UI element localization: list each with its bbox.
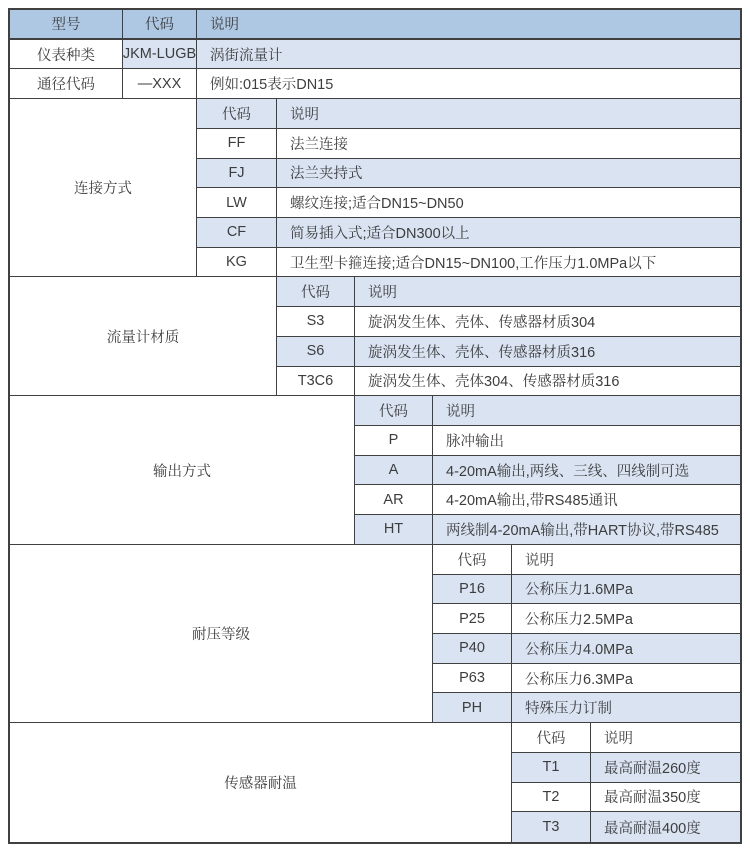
section-label-pressure: 耐压等级 [10, 545, 433, 723]
desc-cell: 两线制4-20mA输出,带HART协议,带RS485 [433, 515, 740, 545]
code-cell: AR [355, 485, 433, 515]
desc-cell: 简易插入式;适合DN300以上 [277, 218, 740, 248]
sub-header-desc: 说明 [591, 723, 740, 753]
code-cell: S6 [277, 337, 355, 367]
code-cell: HT [355, 515, 433, 545]
sub-header-code: 代码 [355, 396, 433, 426]
spec-table [8, 8, 742, 844]
code-cell: S3 [277, 307, 355, 337]
section-label-connection: 连接方式 [10, 99, 197, 277]
desc-cell: 法兰连接 [277, 129, 740, 159]
sub-header-desc: 说明 [512, 545, 740, 575]
section-label-temperature: 传感器耐温 [10, 723, 512, 842]
code-cell: P25 [433, 604, 512, 634]
desc-cell: 公称压力6.3MPa [512, 664, 740, 694]
desc-cell: 最高耐温260度 [591, 753, 740, 783]
code-cell: FF [197, 129, 277, 159]
sub-header-code: 代码 [433, 545, 512, 575]
code-cell: T3C6 [277, 367, 355, 397]
header-desc: 说明 [197, 10, 740, 40]
desc-cell: 旋涡发生体、壳体、传感器材质304 [355, 307, 740, 337]
sub-header-desc: 说明 [355, 277, 740, 307]
desc-cell: 最高耐温400度 [591, 812, 740, 842]
sub-header-desc: 说明 [277, 99, 740, 129]
section-label-material: 流量计材质 [10, 277, 277, 396]
code-cell: KG [197, 248, 277, 278]
desc-cell: 最高耐温350度 [591, 783, 740, 813]
header-model: 型号 [10, 10, 123, 40]
code-cell: PH [433, 693, 512, 723]
code-cell: P40 [433, 634, 512, 664]
header-code: 代码 [123, 10, 197, 40]
code-cell: P16 [433, 575, 512, 605]
desc-cell: 螺纹连接;适合DN15~DN50 [277, 188, 740, 218]
desc-cell: 脉冲输出 [433, 426, 740, 456]
row-desc: 例如:015表示DN15 [197, 69, 740, 99]
code-cell: T3 [512, 812, 591, 842]
desc-cell: 4-20mA输出,带RS485通讯 [433, 485, 740, 515]
row-label: 通径代码 [10, 69, 123, 99]
desc-cell: 特殊压力订制 [512, 693, 740, 723]
code-cell: T1 [512, 753, 591, 783]
sub-header-code: 代码 [197, 99, 277, 129]
code-cell: T2 [512, 783, 591, 813]
desc-cell: 公称压力4.0MPa [512, 634, 740, 664]
row-label: 仪表种类 [10, 40, 123, 70]
sub-header-desc: 说明 [433, 396, 740, 426]
sub-header-code: 代码 [277, 277, 355, 307]
desc-cell: 法兰夹持式 [277, 159, 740, 189]
row-code: JKM-LUGB [123, 40, 197, 70]
code-cell: FJ [197, 159, 277, 189]
desc-cell: 旋涡发生体、壳体、传感器材质316 [355, 337, 740, 367]
code-cell: P63 [433, 664, 512, 694]
desc-cell: 卫生型卡箍连接;适合DN15~DN100,工作压力1.0MPa以下 [277, 248, 740, 278]
desc-cell: 4-20mA输出,两线、三线、四线制可选 [433, 456, 740, 486]
code-cell: CF [197, 218, 277, 248]
row-code: —XXX [123, 69, 197, 99]
code-cell: A [355, 456, 433, 486]
code-cell: P [355, 426, 433, 456]
code-cell: LW [197, 188, 277, 218]
row-desc: 涡街流量计 [197, 40, 740, 70]
desc-cell: 旋涡发生体、壳体304、传感器材质316 [355, 367, 740, 397]
desc-cell: 公称压力1.6MPa [512, 575, 740, 605]
section-label-output: 输出方式 [10, 396, 355, 545]
sub-header-code: 代码 [512, 723, 591, 753]
desc-cell: 公称压力2.5MPa [512, 604, 740, 634]
